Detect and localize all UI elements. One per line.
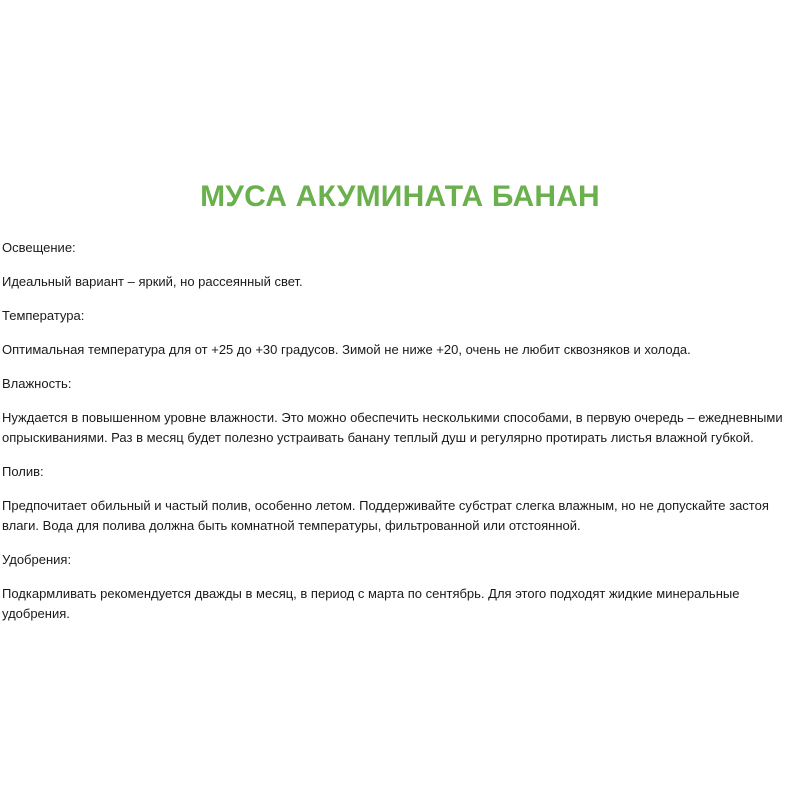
care-instructions	[2, 238, 798, 638]
section-text-fertilizer: Подкармливать рекомендуется дважды в месяц, в период с марта по сентябрь. Для этого подходят жидкие минеральные удобрения.	[2, 586, 740, 621]
section-text-lighting: Идеальный вариант – яркий, но рассеянный свет.	[2, 274, 303, 289]
section-label-humidity: Влажность:	[2, 376, 72, 391]
section-text-watering: Предпочитает обильный и частый полив, особенно летом. Поддерживайте субстрат слегка влажным, но не допускайте застоя влаги. Вода для полива должна быть комнатной температуры, фильтрованной или отстоянной.	[2, 498, 769, 533]
section-label-temperature: Температура:	[2, 308, 85, 323]
section-text-humidity: Нуждается в повышенном уровне влажности. Это можно обеспечить несколькими способами, в первую очередь – ежедневными опрыскиваниями. Раз в месяц будет полезно устраивать банану теплый душ и регулярно протирать листья влажной губкой.	[2, 410, 783, 445]
section-label-watering: Полив:	[2, 464, 44, 479]
section-label-lighting: Освещение:	[2, 240, 76, 255]
section-label-fertilizer: Удобрения:	[2, 552, 72, 567]
section-text-temperature: Оптимальная температура для от +25 до +30 градусов. Зимой не ниже +20, очень не любит сквозняков и холода.	[2, 342, 691, 357]
page-title: МУСА АКУМИНАТА БАНАН	[200, 180, 600, 213]
